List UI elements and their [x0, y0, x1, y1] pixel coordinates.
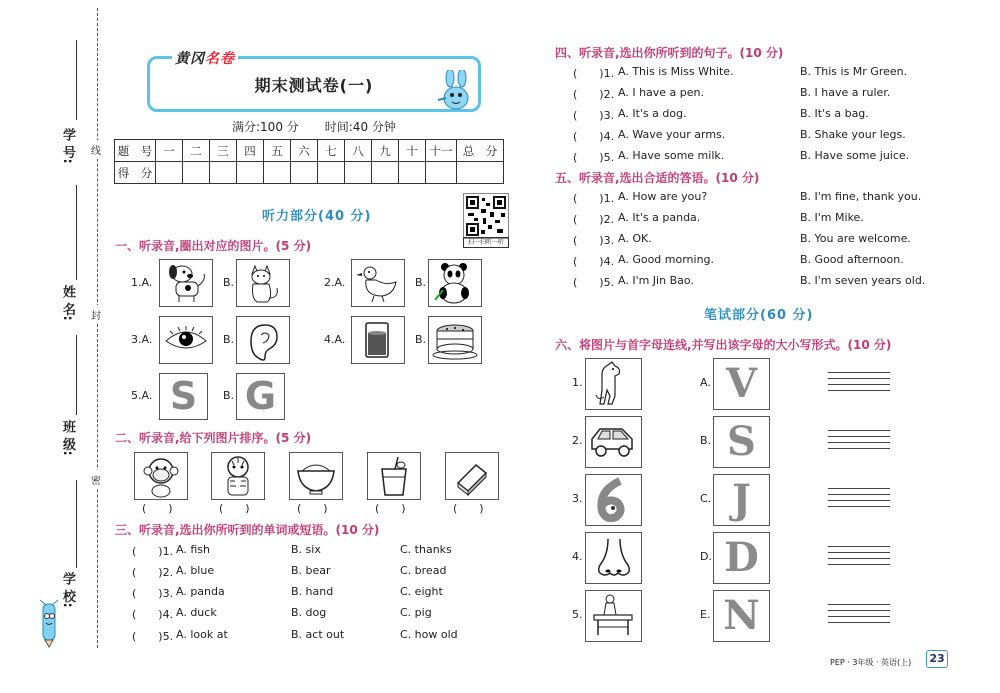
- s4-q3-number[interactable]: ( )3.: [573, 109, 615, 122]
- s5-q4-option-a: A. Good morning.: [618, 253, 715, 266]
- s5-q1-option-b: B. I'm fine, thank you.: [800, 190, 922, 203]
- s6-letter-d-label: D.: [700, 550, 712, 563]
- s3-q2-option-b: B. bear: [291, 564, 331, 577]
- s5-q2-option-b: B. I'm Mike.: [800, 211, 864, 224]
- section6-title: 六、将图片与首字母连线,并写出该字母的大小写形式。(10 分): [555, 338, 892, 352]
- s6-pic2-number: 2.: [572, 434, 583, 447]
- s4-q5-option-b: B. Have some juice.: [800, 149, 910, 162]
- section2-title: 二、听录音,给下列图片排序。(5 分): [115, 431, 312, 445]
- table-cell: 二: [183, 140, 210, 162]
- s2-answer-2[interactable]: ( ): [219, 502, 250, 515]
- table-cell: 六: [291, 140, 318, 162]
- s4-q4-number[interactable]: ( )4.: [573, 130, 615, 143]
- qr-code-icon[interactable]: [463, 193, 509, 239]
- score-cell[interactable]: [156, 162, 183, 184]
- s3-q3-option-a: A. panda: [176, 585, 225, 598]
- s4-q3-option-b: B. It's a bag.: [800, 107, 869, 120]
- s3-q2-option-a: A. blue: [176, 564, 215, 577]
- section1-title: 一、听录音,圈出对应的图片。(5 分): [115, 239, 312, 253]
- s4-q5-number[interactable]: ( )5.: [573, 151, 615, 164]
- s5-q3-option-b: B. You are welcome.: [800, 232, 911, 245]
- table-cell: 五: [264, 140, 291, 162]
- full-score: 满分:100 分: [232, 120, 299, 134]
- s3-q3-option-c: C. eight: [400, 585, 443, 598]
- wolf-icon[interactable]: [585, 358, 642, 410]
- rabbit-mascot-icon: [432, 70, 476, 112]
- score-time-info: [232, 118, 422, 135]
- table-cell: 得 分: [115, 162, 156, 184]
- s3-q3-number[interactable]: ( )3.: [132, 587, 174, 600]
- school-blank[interactable]: [76, 480, 77, 568]
- s5-q1-number[interactable]: ( )1.: [573, 192, 615, 205]
- section3-title: 三、听录音,选出你所听到的单词或短语。(10 分): [115, 523, 380, 537]
- table-cell: 题 号: [115, 140, 156, 162]
- seal-word-line: 线: [91, 140, 101, 159]
- student-no-field: 学 号:: [60, 128, 75, 164]
- s5-q3-option-a: A. OK.: [618, 232, 652, 245]
- binding-dashed-line: [97, 8, 98, 648]
- brand-logo: 黄冈名卷: [172, 48, 238, 68]
- s4-q4-option-a: A. Wave your arms.: [618, 128, 726, 141]
- score-cell[interactable]: [457, 162, 504, 184]
- writing-lines-2[interactable]: [828, 430, 890, 454]
- letter-s-card[interactable]: S: [159, 373, 208, 420]
- desk-icon[interactable]: [585, 590, 642, 642]
- class-field: 班 级:: [60, 420, 75, 456]
- letter-g-card[interactable]: G: [236, 373, 285, 420]
- s4-q2-option-b: B. I have a ruler.: [800, 86, 891, 99]
- juice-cup-icon: [367, 452, 421, 500]
- s3-q3-option-b: B. hand: [291, 585, 334, 598]
- monkey-icon: [134, 452, 188, 500]
- eye-icon[interactable]: [159, 316, 213, 364]
- school-field: 学 校:: [60, 572, 75, 608]
- s1-q5-b-label: B.: [223, 389, 235, 402]
- letter-card-d[interactable]: D: [713, 532, 770, 584]
- s6-letter-c-label: C.: [700, 492, 712, 505]
- duck-icon[interactable]: [351, 259, 405, 307]
- s3-q1-number[interactable]: ( )1.: [132, 545, 174, 558]
- s2-answer-5[interactable]: ( ): [453, 502, 484, 515]
- s2-answer-4[interactable]: ( ): [375, 502, 406, 515]
- section5-title: 五、听录音,选出合适的答语。(10 分): [555, 171, 760, 185]
- s1-q4-a-label: 4.A.: [324, 333, 346, 346]
- s1-q5-a-label: 5.A.: [131, 389, 153, 402]
- s5-q5-option-a: A. I'm Jin Bao.: [618, 274, 694, 287]
- footer-info: PEP · 3年级 · 英语(上): [830, 658, 912, 667]
- seal-word-secret: 密: [91, 470, 101, 489]
- s1-q1-a-label: 1.A.: [131, 276, 153, 289]
- writing-lines-1[interactable]: [828, 372, 890, 396]
- seal-word-seal: 封: [91, 305, 101, 324]
- score-cell[interactable]: [372, 162, 399, 184]
- s3-q4-option-b: B. dog: [291, 606, 327, 619]
- s4-q2-number[interactable]: ( )2.: [573, 88, 615, 101]
- writing-lines-5[interactable]: [828, 604, 890, 628]
- s4-q4-option-b: B. Shake your legs.: [800, 128, 906, 141]
- s1-q2-b-label: B.: [415, 276, 427, 289]
- table-cell: 一: [156, 140, 183, 162]
- s3-q1-option-c: C. thanks: [400, 543, 452, 556]
- qr-caption: 扫一扫听一听: [463, 237, 509, 248]
- s5-q5-number[interactable]: ( )5.: [573, 276, 615, 289]
- name-field: 姓 名:: [60, 285, 75, 321]
- score-table-score-row: [115, 162, 504, 184]
- pencil-mascot-icon: [36, 596, 62, 648]
- letter-card-n[interactable]: N: [713, 590, 770, 642]
- dog-icon[interactable]: [159, 259, 213, 307]
- s3-q4-option-a: A. duck: [176, 606, 217, 619]
- s5-q3-number[interactable]: ( )3.: [573, 234, 615, 247]
- s3-q1-option-b: B. six: [291, 543, 321, 556]
- s1-q4-b-label: B.: [415, 333, 427, 346]
- s6-letter-b-label: B.: [700, 434, 712, 447]
- page-number: 23: [926, 650, 948, 668]
- table-cell: 七: [318, 140, 345, 162]
- score-cell[interactable]: [426, 162, 457, 184]
- s5-q5-option-b: B. I'm seven years old.: [800, 274, 926, 287]
- exam-title: 期末测试卷(一): [254, 76, 374, 95]
- ear-icon[interactable]: [236, 316, 290, 364]
- table-cell: 九: [372, 140, 399, 162]
- letter-card-v[interactable]: V: [713, 358, 770, 410]
- s1-q3-a-label: 3.A.: [131, 333, 153, 346]
- rice-bowl-icon: [289, 452, 343, 500]
- s4-q1-option-b: B. This is Mr Green.: [800, 65, 908, 78]
- writing-lines-4[interactable]: [828, 546, 890, 570]
- s3-q5-option-a: A. look at: [176, 628, 228, 641]
- exam-time: 时间:40 分钟: [324, 120, 396, 134]
- score-cell[interactable]: [237, 162, 264, 184]
- score-cell[interactable]: [183, 162, 210, 184]
- s6-pic5-number: 5.: [572, 608, 583, 621]
- score-cell[interactable]: [291, 162, 318, 184]
- panda-icon[interactable]: [428, 259, 482, 307]
- s3-q4-option-c: C. pig: [400, 606, 432, 619]
- writing-part-title: 笔试部分(60 分): [704, 308, 814, 323]
- s6-letter-a-label: A.: [700, 376, 711, 389]
- s4-q5-option-a: A. Have some milk.: [618, 149, 725, 162]
- student-no-blank[interactable]: [76, 40, 77, 120]
- s3-q2-number[interactable]: ( )2.: [132, 566, 174, 579]
- cake-icon[interactable]: [428, 316, 482, 364]
- s3-q2-option-c: C. bread: [400, 564, 447, 577]
- s5-q4-number[interactable]: ( )4.: [573, 255, 615, 268]
- name-blank[interactable]: [76, 185, 77, 280]
- s3-q4-number[interactable]: ( )4.: [132, 608, 174, 621]
- table-cell: 四: [237, 140, 264, 162]
- s4-q1-option-a: A. This is Miss White.: [618, 65, 734, 78]
- s5-q2-number[interactable]: ( )2.: [573, 213, 615, 226]
- table-cell: 三: [210, 140, 237, 162]
- s4-q2-option-a: A. I have a pen.: [618, 86, 705, 99]
- s6-pic3-number: 3.: [572, 492, 583, 505]
- score-table-header-row: [115, 140, 504, 162]
- score-cell[interactable]: [399, 162, 426, 184]
- score-table: [114, 139, 504, 184]
- s3-q5-option-c: C. how old: [400, 628, 458, 641]
- s1-q3-b-label: B.: [223, 333, 235, 346]
- glass-of-juice-icon[interactable]: [351, 316, 405, 364]
- s3-q1-option-a: A. fish: [176, 543, 210, 556]
- nose-icon[interactable]: [585, 532, 642, 584]
- s4-q1-number[interactable]: ( )1.: [573, 67, 615, 80]
- section4-title: 四、听录音,选出你所听到的句子。(10 分): [555, 46, 784, 60]
- s2-answer-3[interactable]: ( ): [297, 502, 328, 515]
- eraser-icon: [445, 452, 499, 500]
- s5-q4-option-b: B. Good afternoon.: [800, 253, 904, 266]
- writing-lines-3[interactable]: [828, 488, 890, 512]
- table-cell: 十一: [426, 140, 457, 162]
- s6-letter-e-label: E.: [700, 608, 711, 621]
- letter-card-s[interactable]: S: [713, 416, 770, 468]
- score-cell[interactable]: [345, 162, 372, 184]
- class-blank[interactable]: [76, 335, 77, 415]
- score-cell[interactable]: [264, 162, 291, 184]
- table-cell: 八: [345, 140, 372, 162]
- s6-pic1-number: 1.: [572, 376, 583, 389]
- listening-part-title: 听力部分(40 分): [262, 209, 372, 224]
- jeep-icon[interactable]: [585, 416, 642, 468]
- score-cell[interactable]: [210, 162, 237, 184]
- s3-q5-option-b: B. act out: [291, 628, 345, 641]
- s1-q1-b-label: B.: [223, 276, 235, 289]
- s1-q2-a-label: 2.A.: [324, 276, 346, 289]
- s5-q1-option-a: A. How are you?: [618, 190, 708, 203]
- table-cell: 十: [399, 140, 426, 162]
- s6-pic4-number: 4.: [572, 550, 583, 563]
- s5-q2-option-a: A. It's a panda.: [618, 211, 701, 224]
- s3-q5-number[interactable]: ( )5.: [132, 630, 174, 643]
- score-cell[interactable]: [318, 162, 345, 184]
- cat-icon[interactable]: [236, 259, 290, 307]
- table-cell: 总 分: [457, 140, 504, 162]
- s2-answer-1[interactable]: ( ): [142, 502, 173, 515]
- number-six-icon[interactable]: [585, 474, 642, 526]
- letter-card-j[interactable]: J: [713, 474, 770, 526]
- s4-q3-option-a: A. It's a dog.: [618, 107, 687, 120]
- tiger-icon: [211, 452, 265, 500]
